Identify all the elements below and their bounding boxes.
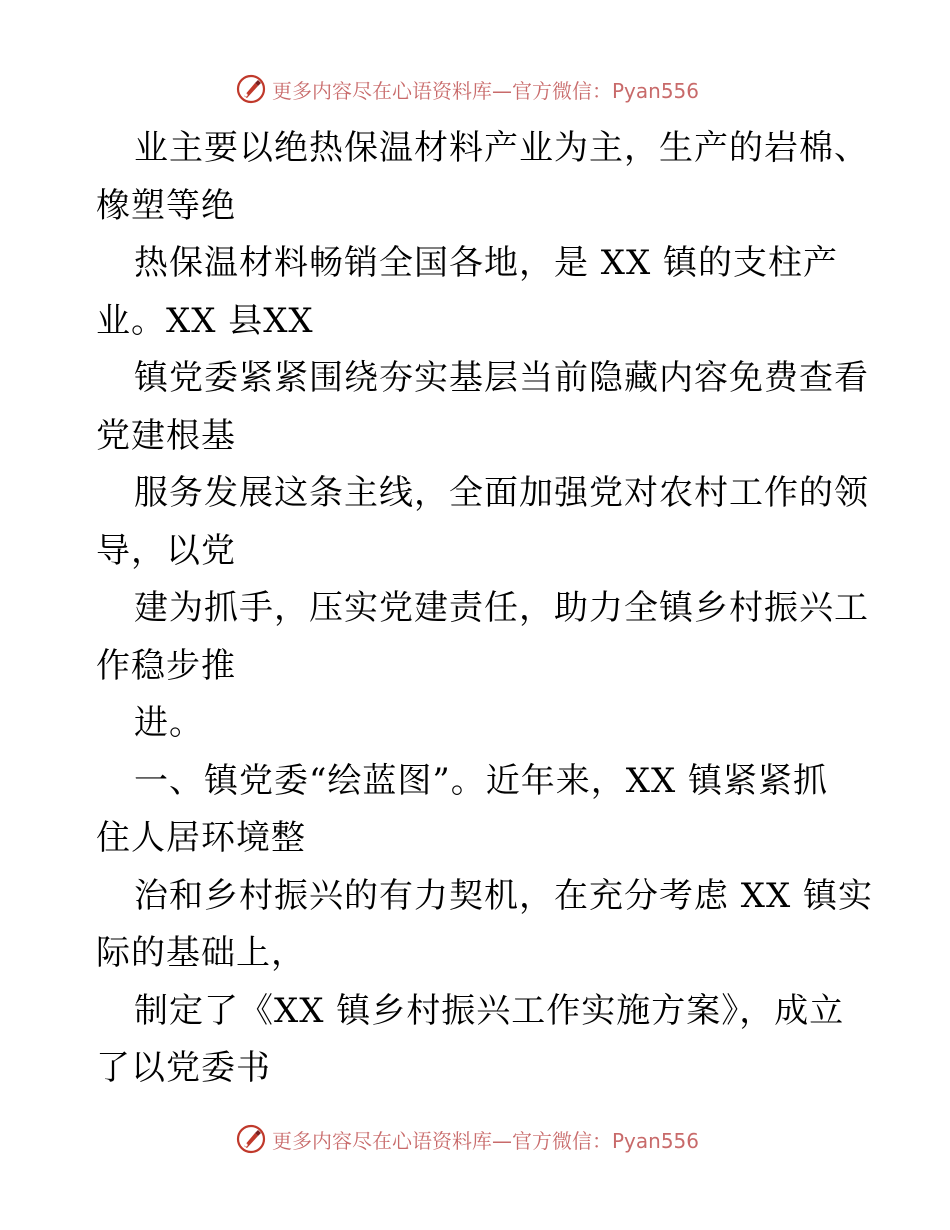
- body-line: 住人居环境整: [96, 818, 306, 858]
- header-watermark: [236, 74, 756, 104]
- footer-watermark: [236, 1124, 756, 1154]
- body-line: 了以党委书: [96, 1048, 271, 1088]
- body-line: 治和乡村振兴的有力契机，在充分考虑 XX 镇实: [134, 875, 874, 916]
- document-body: [96, 120, 874, 1098]
- body-line: 热保温材料畅销全国各地，是 XX 镇的支柱产: [134, 243, 839, 283]
- body-line: 业。XX 县XX: [96, 300, 314, 341]
- body-line: 进。: [134, 703, 204, 743]
- body-line: 作稳步推: [96, 645, 236, 686]
- body-line: 党建根基: [96, 415, 236, 456]
- body-line: 建为抓手，压实党建责任，助力全镇乡村振兴工: [134, 588, 869, 628]
- body-line: 业主要以绝热保温材料产业为主，生产的岩棉、: [134, 128, 869, 168]
- body-line: 镇党委紧紧围绕夯实基层当前隐藏内容免费查看: [134, 358, 869, 398]
- watermark-text: 更多内容尽在心语资料库—官方微信：Pyan556: [272, 1128, 700, 1153]
- body-line: 一、镇党委“绘蓝图”。近年来，XX 镇紧紧抓: [134, 760, 828, 801]
- body-line: 际的基础上，: [96, 933, 306, 973]
- pen-logo-icon: [236, 74, 266, 104]
- watermark-text: 更多内容尽在心语资料库—官方微信：Pyan556: [272, 78, 700, 103]
- body-line: 制定了《XX 镇乡村振兴工作实施方案》，成立: [134, 990, 845, 1031]
- body-line: 服务发展这条主线，全面加强党对农村工作的领: [134, 473, 869, 513]
- pen-logo-icon: [236, 1124, 266, 1154]
- body-line: 橡塑等绝: [96, 185, 236, 226]
- body-line: 导，以党: [96, 530, 236, 571]
